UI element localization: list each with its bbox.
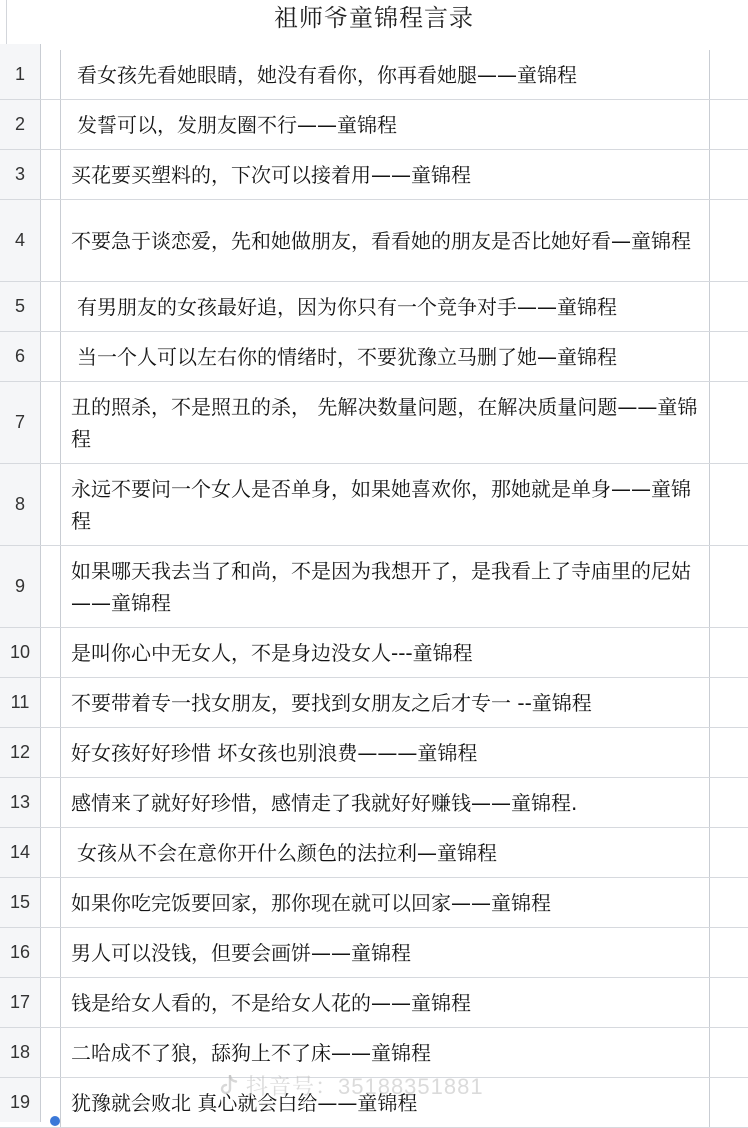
quotes-table — [0, 50, 748, 1128]
douyin-icon — [220, 1075, 238, 1097]
quote-text: 当一个人可以左右你的情绪时，不要犹豫立马删了她—童锦程 — [77, 344, 617, 369]
quote-cell[interactable] — [60, 928, 710, 977]
row-number[interactable]: 11 — [10, 692, 30, 712]
scroll-indicator[interactable] — [50, 1116, 60, 1126]
row-number[interactable]: 19 — [9, 1092, 31, 1112]
row-number[interactable]: 6 — [14, 346, 25, 366]
quote-text: 有男朋友的女孩最好追，因为你只有一个竞争对手——童锦程 — [77, 294, 617, 319]
quote-text: 男人可以没钱，但要会画饼——童锦程 — [71, 940, 411, 965]
quote-cell[interactable] — [60, 978, 710, 1027]
quote-cell[interactable] — [60, 200, 710, 281]
row-number[interactable]: 18 — [9, 1042, 31, 1062]
quote-cell[interactable] — [60, 828, 710, 877]
row-number[interactable]: 1 — [14, 64, 25, 84]
quote-text: 钱是给女人看的，不是给女人花的——童锦程 — [71, 990, 471, 1015]
table-row — [0, 282, 748, 332]
quote-text: 二哈成不了狼，舔狗上不了床——童锦程 — [71, 1040, 431, 1065]
row-number[interactable]: 7 — [14, 412, 25, 432]
row-number[interactable]: 13 — [9, 792, 31, 812]
row-number[interactable]: 10 — [9, 642, 31, 662]
quote-text: 不要急于谈恋爱，先和她做朋友，看看她的朋友是否比她好看—童锦程 — [71, 228, 691, 253]
quote-cell[interactable] — [60, 678, 710, 727]
quote-cell[interactable] — [60, 878, 710, 927]
table-row — [0, 978, 748, 1028]
table-row — [0, 928, 748, 978]
row-number[interactable]: 8 — [14, 494, 25, 514]
row-number[interactable]: 15 — [9, 892, 31, 912]
row-number[interactable]: 9 — [14, 576, 25, 596]
table-row — [0, 464, 748, 546]
quote-text: 不要带着专一找女朋友，要找到女朋友之后才专一 --童锦程 — [71, 690, 592, 715]
quote-cell[interactable] — [60, 778, 710, 827]
quote-text: 丑的照杀，不是照丑的杀， 先解决数量问题，在解决质量问题——童锦程 — [71, 394, 698, 451]
quote-text: 看女孩先看她眼睛，她没有看你，你再看她腿——童锦程 — [77, 62, 577, 87]
row-number[interactable]: 2 — [14, 114, 25, 134]
quote-cell[interactable] — [60, 282, 710, 331]
quote-text: 如果你吃完饭要回家，那你现在就可以回家——童锦程 — [71, 890, 551, 915]
sheet-title[interactable]: 祖师爷童锦程言录 — [274, 4, 474, 32]
quote-cell[interactable] — [60, 382, 710, 463]
row-number[interactable]: 5 — [14, 296, 25, 316]
table-row — [0, 628, 748, 678]
row-number[interactable]: 4 — [14, 230, 25, 250]
quote-text: 犹豫就会败北 真心就会白给——童锦程 — [71, 1090, 418, 1115]
quote-cell[interactable] — [60, 50, 710, 99]
quote-cell[interactable] — [60, 464, 710, 545]
quote-cell[interactable] — [60, 628, 710, 677]
table-row — [0, 678, 748, 728]
table-row — [0, 546, 748, 628]
watermark — [220, 1070, 484, 1101]
quote-cell[interactable] — [60, 728, 710, 777]
table-row — [0, 50, 748, 100]
quote-text: 发誓可以，发朋友圈不行——童锦程 — [77, 112, 397, 137]
table-row — [0, 100, 748, 150]
watermark-text: 抖音号：35188351881 — [246, 1074, 484, 1099]
quote-text: 如果哪天我去当了和尚，不是因为我想开了，是我看上了寺庙里的尼姑——童锦程 — [71, 558, 691, 615]
quote-cell[interactable] — [60, 100, 710, 149]
quote-cell[interactable] — [60, 332, 710, 381]
quote-text: 永远不要问一个女人是否单身，如果她喜欢你，那她就是单身——童锦程 — [71, 476, 691, 533]
row-number[interactable]: 12 — [9, 742, 31, 762]
table-row — [0, 828, 748, 878]
quote-text: 好女孩好好珍惜 坏女孩也别浪费———童锦程 — [71, 740, 478, 765]
table-row — [0, 878, 748, 928]
table-row — [0, 150, 748, 200]
table-row — [0, 728, 748, 778]
quote-text: 买花要买塑料的，下次可以接着用——童锦程 — [71, 162, 471, 187]
row-number[interactable]: 16 — [9, 942, 31, 962]
row-number[interactable]: 3 — [14, 164, 25, 184]
table-row — [0, 200, 748, 282]
quote-text: 感情来了就好好珍惜，感情走了我就好好赚钱——童锦程. — [71, 790, 578, 815]
quote-text: 女孩从不会在意你开什么颜色的法拉利—童锦程 — [77, 840, 497, 865]
quote-cell[interactable] — [60, 546, 710, 627]
row-number[interactable]: 14 — [9, 842, 31, 862]
quote-text: 是叫你心中无女人，不是身边没女人---童锦程 — [71, 640, 473, 665]
table-row — [0, 778, 748, 828]
quote-cell[interactable] — [60, 150, 710, 199]
table-row — [0, 332, 748, 382]
table-row — [0, 382, 748, 464]
row-number[interactable]: 17 — [9, 992, 31, 1012]
